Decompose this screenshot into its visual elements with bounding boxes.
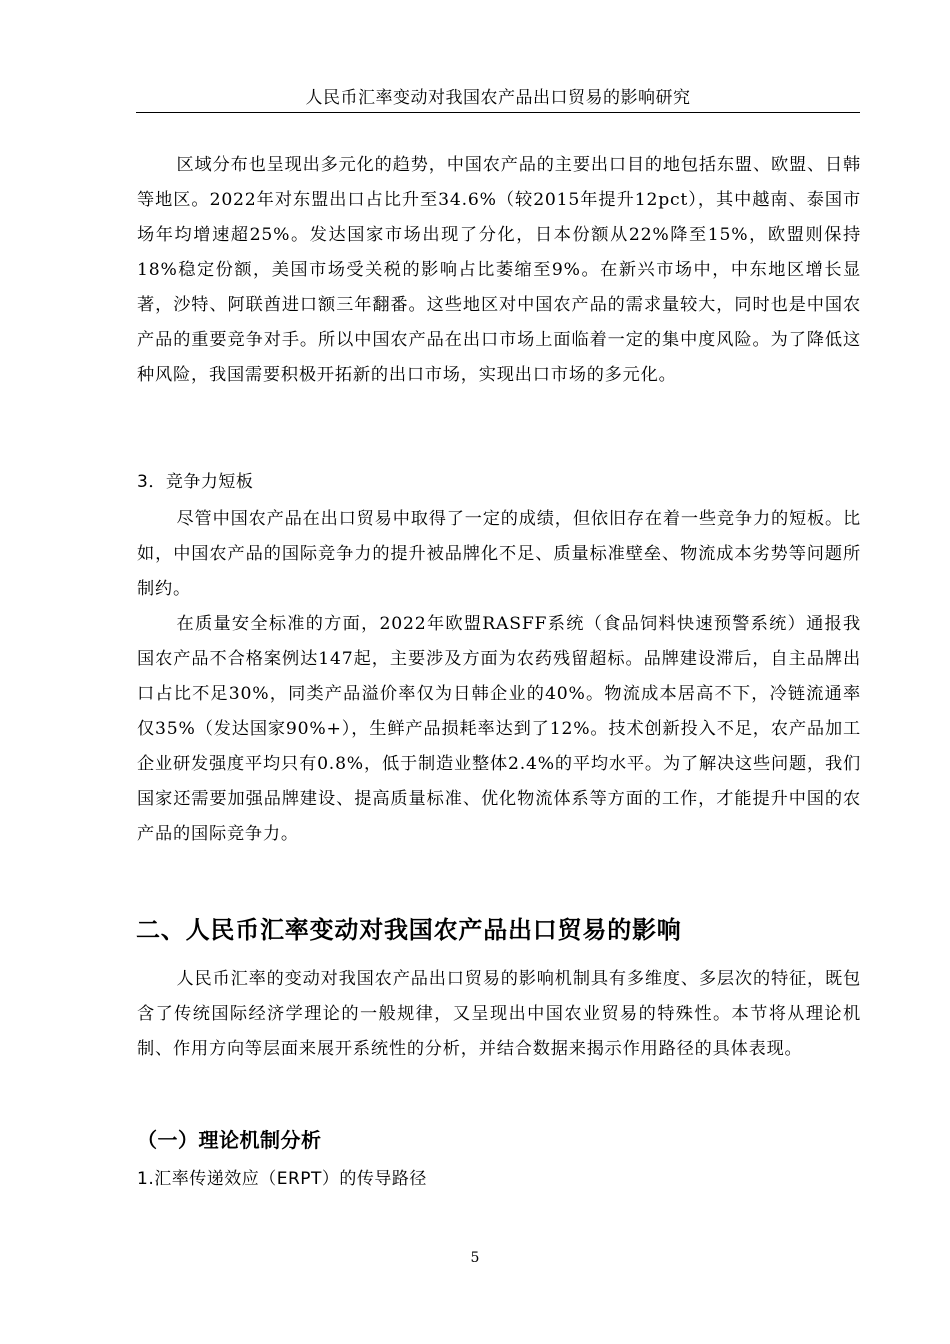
competitiveness-heading: 3．竞争力短板 [137,472,254,492]
erpt-heading: 1.汇率传递效应（ERPT）的传导路径 [137,1169,427,1189]
regional-distribution-section [137,148,861,393]
competitiveness-section [137,502,861,852]
chapter-two-paragraph: 人民币汇率的变动对我国农产品出口贸易的影响机制具有多维度、多层次的特征，既包含了传统国际经济学理论的一般规律，又呈现出中国农业贸易的特殊性。本节将从理论机制、作用方向等层面来展开系统性的分析，并结合数据来揭示作用路径的具体表现。 [137,969,861,1059]
header-divider [136,112,860,113]
competitiveness-paragraph-2: 在质量安全标准的方面，2022年欧盟RASFF系统（食品饲料快速预警系统）通报我国农产品不合格案例达147起，主要涉及方面为农药残留超标。品牌建设滞后，自主品牌出口占比不足30%，同类产品溢价率仅为日韩企业的40%。物流成本居高不下，冷链流通率仅35%（发达国家90%+），生鲜产品损耗率达到了12%。技术创新投入不足，农产品加工企业研发强度平均只有0.8%，低于制造业整体2.4%的平均水平。为了解决这些问题，我们国家还需要加强品牌建设、提高质量标准、优化物流体系等方面的工作，才能提升中国的农产品的国际竞争力。 [137,614,861,844]
page-number: 5 [470,1250,480,1266]
theory-mechanism-heading: （一）理论机制分析 [137,1128,322,1152]
chapter-two-intro [137,962,861,1067]
running-header: 人民币汇率变动对我国农产品出口贸易的影响研究 [305,88,691,108]
chapter-two-heading: 二、人民币汇率变动对我国农产品出口贸易的影响 [136,916,682,944]
competitiveness-paragraph-1: 尽管中国农产品在出口贸易中取得了一定的成绩，但依旧存在着一些竞争力的短板。比如，中国农产品的国际竞争力的提升被品牌化不足、质量标准壁垒、物流成本劣势等问题所制约。 [137,509,861,599]
regional-distribution-paragraph: 区域分布也呈现出多元化的趋势，中国农产品的主要出口目的地包括东盟、欧盟、日韩等地区。2022年对东盟出口占比升至34.6%（较2015年提升12pct），其中越南、泰国市场年均增速超25%。发达国家市场出现了分化，日本份额从22%降至15%，欧盟则保持18%稳定份额，美国市场受关税的影响占比萎缩至9%。在新兴市场中，中东地区增长显著，沙特、阿联酋进口额三年翻番。这些地区对中国农产品的需求量较大，同时也是中国农产品的重要竞争对手。所以中国农产品在出口市场上面临着一定的集中度风险。为了降低这种风险，我国需要积极开拓新的出口市场，实现出口市场的多元化。 [137,155,861,385]
